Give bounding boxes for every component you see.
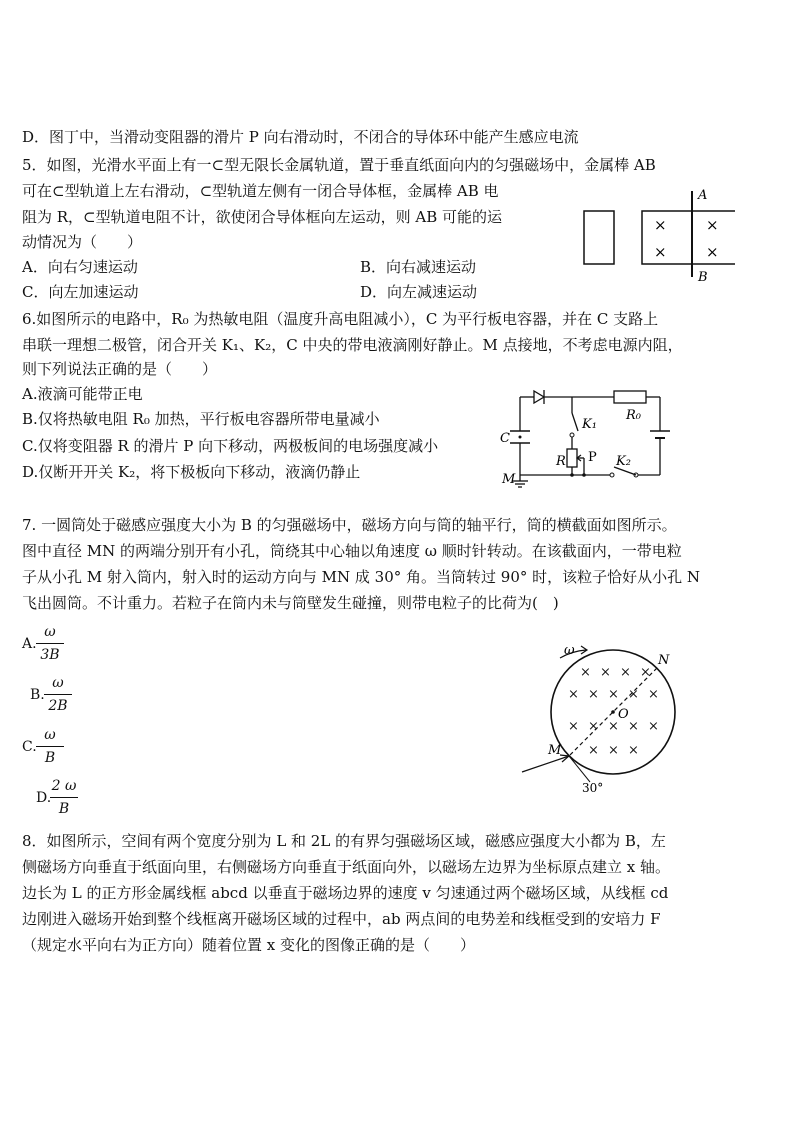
q5-option-a: A．向右匀速运动 [22,258,138,276]
q4-option-d: D．图丁中，当滑动变阻器的滑片 P 向右滑动时，不闭合的导体环中能产生感应电流 [22,128,579,146]
q7-option-b-fraction: ω 2B [44,675,72,714]
q7-stem-line3: 子从小孔 M 射入筒内，射入时的运动方向与 MN 成 30° 角。当筒转过 90° 时，该粒子恰好从小孔 N [22,568,701,586]
svg-text:×: × [648,687,659,702]
svg-text:×: × [588,719,599,734]
q7-option-a-fraction: ω 3B [36,624,64,663]
q7-option-c-fraction: ω B [36,727,64,766]
svg-text:P: P [588,450,597,465]
rheostat-r [567,449,577,467]
svg-text:R₀: R₀ [626,408,641,423]
q8-stem-line1: 8．如图所示，空间有两个宽度分别为 L 和 2L 的有界匀强磁场区域，磁感应强度大小都为 B，左 [22,832,666,850]
svg-text:×: × [600,665,611,680]
svg-text:×: × [568,719,579,734]
svg-text:×: × [648,719,659,734]
q5-stem-line2: 可在⊂型轨道上左右滑动，⊂型轨道左侧有一闭合导体框，金属棒 AB 电 [22,182,499,200]
svg-text:×: × [608,719,619,734]
svg-text:×: × [608,743,619,758]
svg-text:×: × [620,665,631,680]
q5-stem-line1: 5．如图，光滑水平面上有一⊂型无限长金属轨道，置于垂直纸面向内的匀强磁场中，金属棒 AB [22,156,656,174]
svg-text:M: M [548,743,562,758]
svg-text:R: R [556,454,566,469]
q7-stem-line4: 飞出圆筒。不计重力。若粒子在筒内未与筒壁发生碰撞，则带电粒子的比荷为( ) [22,594,559,612]
q6-option-b: B.仅将热敏电阻 R₀ 加热，平行板电容器所带电量减小 [22,410,380,428]
svg-text:M: M [502,472,516,487]
svg-text:×: × [628,743,639,758]
q6-option-a: A.液滴可能带正电 [22,385,143,403]
thermistor-r0 [614,391,646,403]
q7-stem-line2: 图中直径 MN 的两端分别开有小孔，筒绕其中心轴以角速度 ω 顺时针转动。在该截面内，一带电粒 [22,542,682,560]
svg-text:N: N [658,653,670,668]
svg-text:K₁: K₁ [582,417,597,432]
q7-option-a-label: A. [22,636,37,652]
svg-text:O: O [618,707,629,722]
q7-stem-line1: 7. 一圆筒处于磁感应强度大小为 B 的匀强磁场中，磁场方向与筒的轴平行，筒的横截面如图所示。 [22,516,677,534]
svg-text:C: C [500,431,510,446]
q6-circuit-figure [498,383,688,491]
q8-stem-line4: 边刚进入磁场开始到整个线框离开磁场区域的过程中，ab 两点间的电势差和线框受到的安培力 F [22,910,661,928]
particle-path [522,756,569,772]
svg-text:30°: 30° [582,781,604,795]
svg-text:×: × [588,743,599,758]
q5-option-b: B．向右减速运动 [360,258,477,276]
q7-option-d-label: D. [36,790,52,806]
closed-conductor-frame [584,211,614,264]
label-a: A [698,188,708,203]
q5-stem-line3: 阻为 R，⊂型轨道电阻不计，欲使闭合导体框向左运动，则 AB 可能的运 [22,208,503,226]
q6-stem-line1: 6.如图所示的电路中，R₀ 为热敏电阻（温度升高电阻减小），C 为平行板电容器，并在 C 支路上 [22,310,659,328]
svg-text:K₂: K₂ [616,454,631,469]
svg-text:ω: ω [564,643,575,658]
field-mark: × [654,216,667,234]
q7-option-d-fraction: 2 ω B [51,778,77,817]
q6-stem-line3: 则下列说法正确的是（ ） [22,360,218,378]
q6-stem-line2: 串联一理想二极管，闭合开关 K₁、K₂，C 中央的带电液滴刚好静止。M 点接地，不考虑电源内阻， [22,336,683,354]
q5-stem-line4: 动情况为（ ） [22,233,143,251]
svg-text:×: × [628,687,639,702]
svg-text:×: × [640,665,651,680]
q5-figure [580,185,750,285]
q7-option-b-label: B. [30,687,45,703]
switch-k1-icon [572,413,578,431]
q8-stem-line5: （规定水平向右为正方向）随着位置 x 变化的图像正确的是（ ） [22,936,475,954]
q7-cylinder-figure [520,640,690,800]
svg-text:×: × [568,687,579,702]
field-mark: × [706,216,719,234]
svg-text:×: × [580,665,591,680]
q5-option-d: D．向左减速运动 [360,283,478,301]
q6-option-c: C.仅将变阻器 R 的滑片 P 向下移动，两极板间的电场强度减小 [22,437,439,455]
field-mark: × [706,243,719,261]
diode-icon [534,391,544,403]
label-b: B [698,270,708,285]
q8-stem-line3: 边长为 L 的正方形金属线框 abcd 以垂直于磁场边界的速度 v 匀速通过两个磁场区域，从线框 cd [22,884,669,902]
field-mark: × [654,243,667,261]
q6-option-d: D.仅断开开关 K₂，将下极板向下移动，液滴仍静止 [22,463,361,481]
svg-text:×: × [628,719,639,734]
q5-option-c: C．向左加速运动 [22,283,139,301]
svg-text:×: × [588,687,599,702]
q7-option-c-label: C. [22,739,37,755]
svg-text:×: × [608,687,619,702]
q8-stem-line2: 侧磁场方向垂直于纸面向里，右侧磁场方向垂直于纸面向外，以磁场左边界为坐标原点建立 x 轴。 [22,858,671,876]
